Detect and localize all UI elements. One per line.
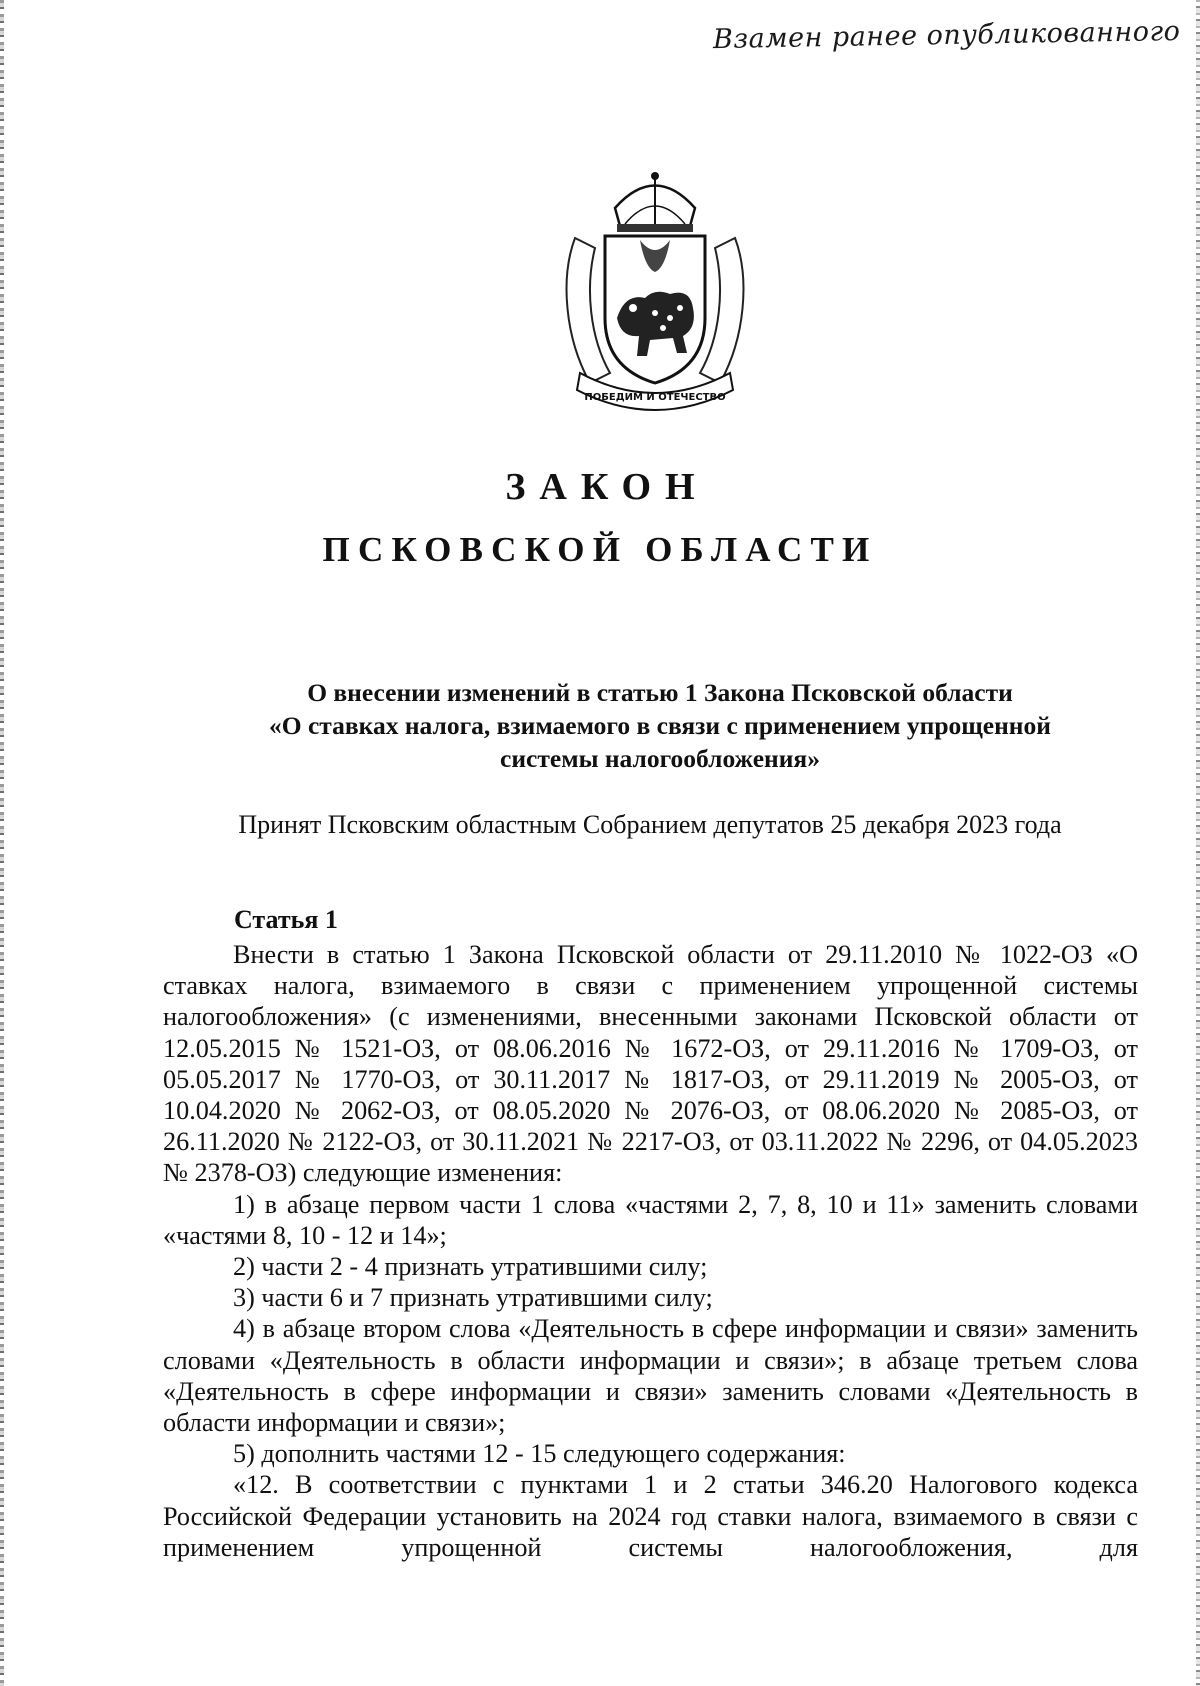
article-paragraph: 3) части 6 и 7 признать утратившими силу; [233,1283,713,1313]
article-title: Статья 1 [234,905,338,934]
article-paragraph: 2) части 2 - 4 признать утратившими силу; [233,1252,708,1282]
article-paragraph: 4) в абзаце втором слова «Деятельность в сфере информации и связи» заменить словами «Деятельность в области информации и связи»; в абзаце третьем слова «Деятельность в сфере информации и связи» заменить словами «Деятельность в области информации и связи»; [163,1314,1138,1438]
emblem-motto: ПОБЕДИМ И ОТЕЧЕСТВО [584,392,726,403]
scan-edge-right [1196,0,1200,1686]
article-paragraph: «12. В соответствии с пунктами 1 и 2 статьи 346.20 Налогового кодекса Российской Федерации установить на 2024 год ставки налога, взимаемого в связи с применением упрощенной системы налогообложения, для [163,1470,1138,1562]
document-type-title: ЗАКОН [505,466,709,508]
law-title-line-1: О внесении изменений в статью 1 Закона Псковской области [307,678,1013,707]
region-title: ПСКОВСКОЙ ОБЛАСТИ [322,530,878,569]
adoption-note: Принят Псковским областным Собранием депутатов 25 декабря 2023 года [238,810,1062,839]
article-paragraph: Внести в статью 1 Закона Псковской области от 29.11.2010 № 1022-ОЗ «О ставках налога, взимаемого в связи с применением упрощенной системы налогообложения» (с изменениями, внесенными законами Псковской области от 12.05.2015 № 1521-ОЗ, от 08.06.2016 № 1672-ОЗ, от 29.11.2016 № 1709-ОЗ, от 05.05.2017 № 1770-ОЗ, от 30.11.2017 № 1817-ОЗ, от 29.11.2019 № 2005-ОЗ, от 10.04.2020 № 2062-ОЗ, от 08.05.2020 № 2076-ОЗ, от 08.06.2020 № 2085-ОЗ, от 26.11.2020 № 2122-ОЗ, от 30.11.2021 № 2217-ОЗ, от 03.11.2022 № 2296, от 04.05.2023 № 2378-ОЗ) следующие изменения: [163,940,1138,1188]
pskov-region-coat-of-arms-icon [555,168,755,418]
law-title-line-2: «О ставках налога, взимаемого в связи с применением упрощенной [269,711,1051,740]
handwritten-note: Взамен ранее опубликованного [712,15,1181,56]
scan-edge-left [0,0,4,1686]
article-body [163,939,1138,1563]
article-paragraph: 1) в абзаце первом части 1 слова «частями 2, 7, 8, 10 и 11» заменить словами «частями 8, 10 - 12 и 14»; [163,1189,1138,1250]
law-title-line-3: системы налогообложения» [500,744,820,773]
article-paragraph: 5) дополнить частями 12 - 15 следующего содержания: [233,1439,846,1469]
law-title [170,676,1150,775]
